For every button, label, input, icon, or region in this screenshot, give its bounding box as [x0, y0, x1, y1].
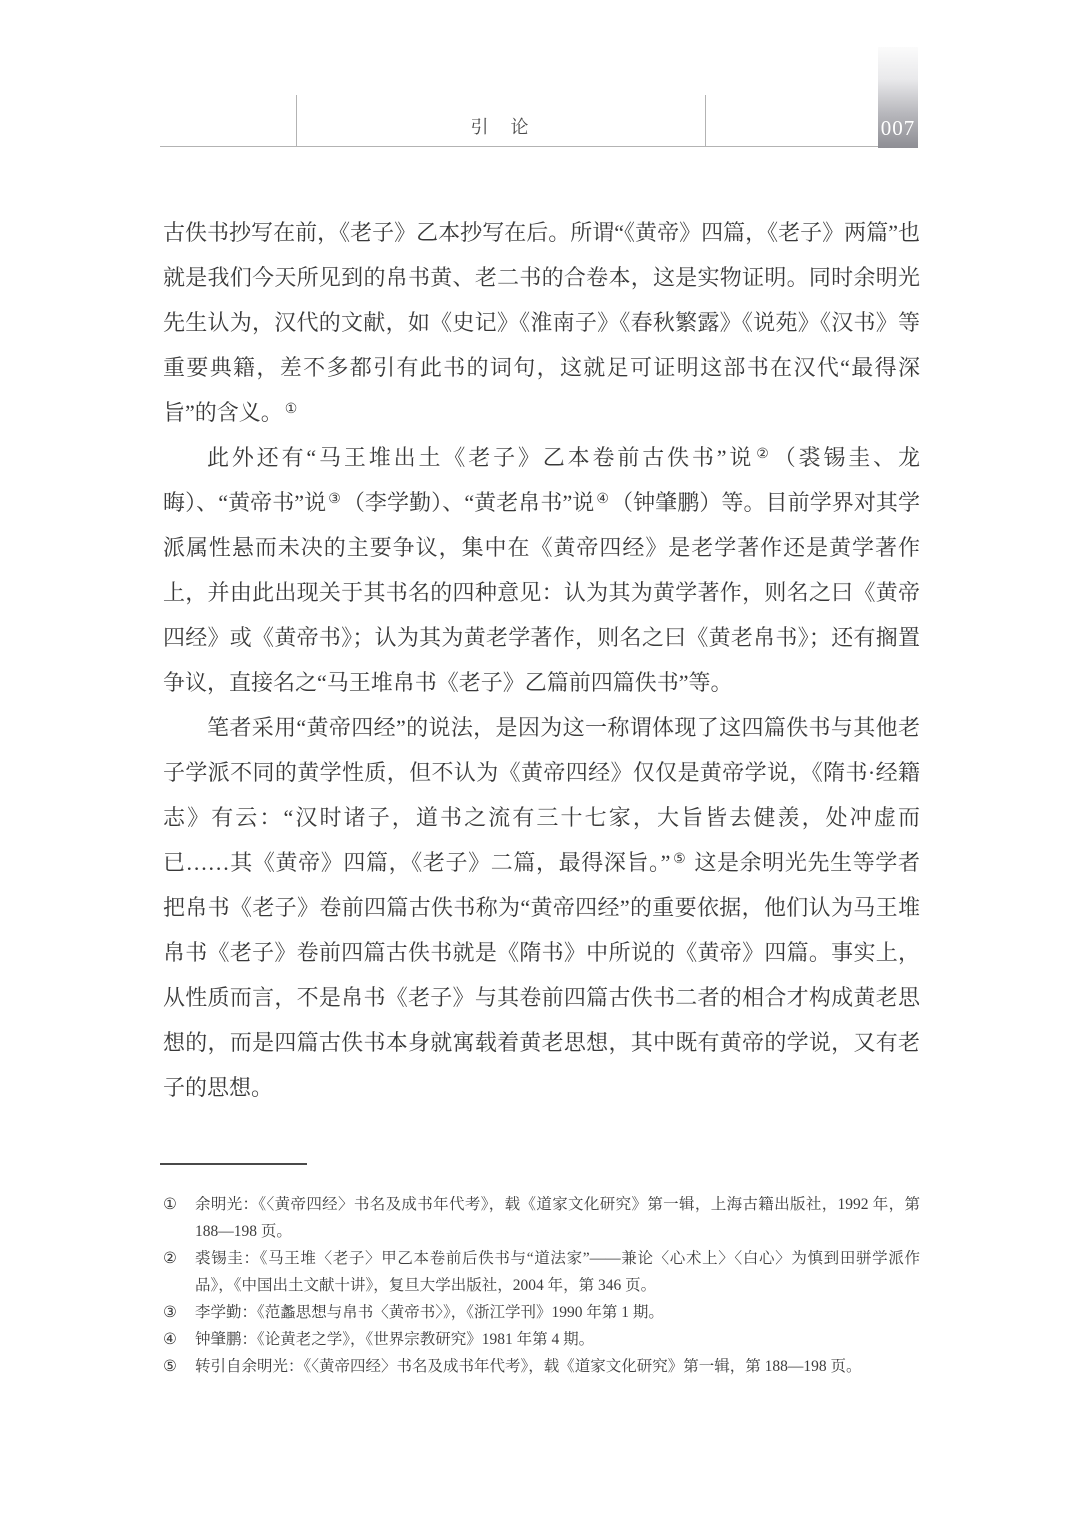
body-paragraph: 此外还有“马王堆出土《老子》乙本卷前古佚书”说 ②（裘锡圭、龙晦）、“黄帝书”说 ③（李学勤）、“黄老帛书”说 ④（钟肇鹏）等。目前学界对其学派属性悬而未决的主要争议，集中在《黄帝四经》是老学著作还是黄学著作上，并由此出现关于其书名的四种意见：认为其为黄学著作，则名之曰《黄帝四经》或《黄帝书》；认为其为黄老学著作，则名之曰《黄老帛书》；还有搁置争议，直接名之“马王堆帛书《老子》乙篇前四篇佚书”等。	[163, 445, 920, 695]
body-paragraph: 笔者采用“黄帝四经”的说法，是因为这一称谓体现了这四篇佚书与其他老子学派不同的黄学性质，但不认为《黄帝四经》仅仅是黄帝学说，《隋书·经籍志》有云：“汉时诸子，道书之流有三十七家，大旨皆去健羡，处冲虚而已……其《黄帝》四篇，《老子》二篇，最得深旨。” ⑤ 这是余明光先生等学者把帛书《老子》卷前四篇古佚书称为“黄帝四经”的重要依据，他们认为马王堆帛书《老子》卷前四篇古佚书就是《隋书》中所说的《黄帝》四篇。事实上，从性质而言，不是帛书《老子》与其卷前四篇古佚书二者的相合才构成黄老思想的，而是四篇古佚书本身就寓载着黄老思想，其中既有黄帝的学说，又有老子的思想。	[163, 715, 920, 1100]
body-text	[163, 210, 920, 1110]
footnote-ref: ①	[284, 402, 298, 417]
footnote-item	[163, 1245, 920, 1299]
body-paragraph: 古佚书抄写在前，《老子》乙本抄写在后。所谓“《黄帝》四篇，《老子》两篇”也就是我们今天所见到的帛书黄、老二书的合卷本，这是实物证明。同时余明光先生认为，汉代的文献，如《史记》《淮南子》《春秋繁露》《说苑》《汉书》等重要典籍，差不多都引有此书的词句，这就足可证明这部书在汉代“最得深旨”的含义。 ①	[163, 220, 920, 425]
footnote-marker: ④	[163, 1331, 177, 1348]
footnote-ref: ④	[596, 492, 610, 507]
footnote-text: 李学勤：《范蠡思想与帛书〈黄帝书〉》，《浙江学刊》1990 年第 1 期。	[195, 1304, 664, 1321]
footnote-marker: ②	[163, 1250, 177, 1267]
footnote-item	[163, 1326, 920, 1353]
footnote-ref: ⑤	[672, 852, 687, 867]
footnote-marker: ⑤	[163, 1358, 177, 1375]
footnote-text: 裘锡圭：《马王堆〈老子〉甲乙本卷前后佚书与“道法家”——兼论〈心术上〉〈白心〉为慎到田骈学派作品》，《中国出土文献十讲》，复旦大学出版社，2004 年，第 346 页。	[195, 1250, 920, 1294]
footnote-item	[163, 1353, 920, 1380]
footnote-list	[163, 1191, 920, 1380]
running-title: 引 论	[470, 117, 531, 137]
footnote-text: 钟肇鹏：《论黄老之学》，《世界宗教研究》1981 年第 4 期。	[195, 1331, 595, 1348]
footnote-text: 余明光：《〈黄帝四经〉书名及成书年代考》，载《道家文化研究》第一辑，上海古籍出版社，1992 年，第 188—198 页。	[195, 1196, 920, 1240]
footnote-marker: ③	[163, 1304, 177, 1321]
footnote-ref: ③	[328, 492, 341, 507]
header-rule-horizontal	[160, 146, 918, 147]
footnote-divider	[160, 1163, 307, 1165]
footnote-ref: ②	[756, 447, 772, 462]
footnote-marker: ①	[163, 1196, 177, 1213]
footnote-item	[163, 1191, 920, 1245]
footnote-item	[163, 1299, 920, 1326]
page-number: 007	[880, 116, 916, 140]
footnote-text: 转引自余明光：《〈黄帝四经〉书名及成书年代考》，载《道家文化研究》第一辑，第 188—198 页。	[195, 1358, 862, 1375]
header-rule-vertical-right	[705, 95, 706, 147]
page-number-badge	[878, 47, 918, 148]
